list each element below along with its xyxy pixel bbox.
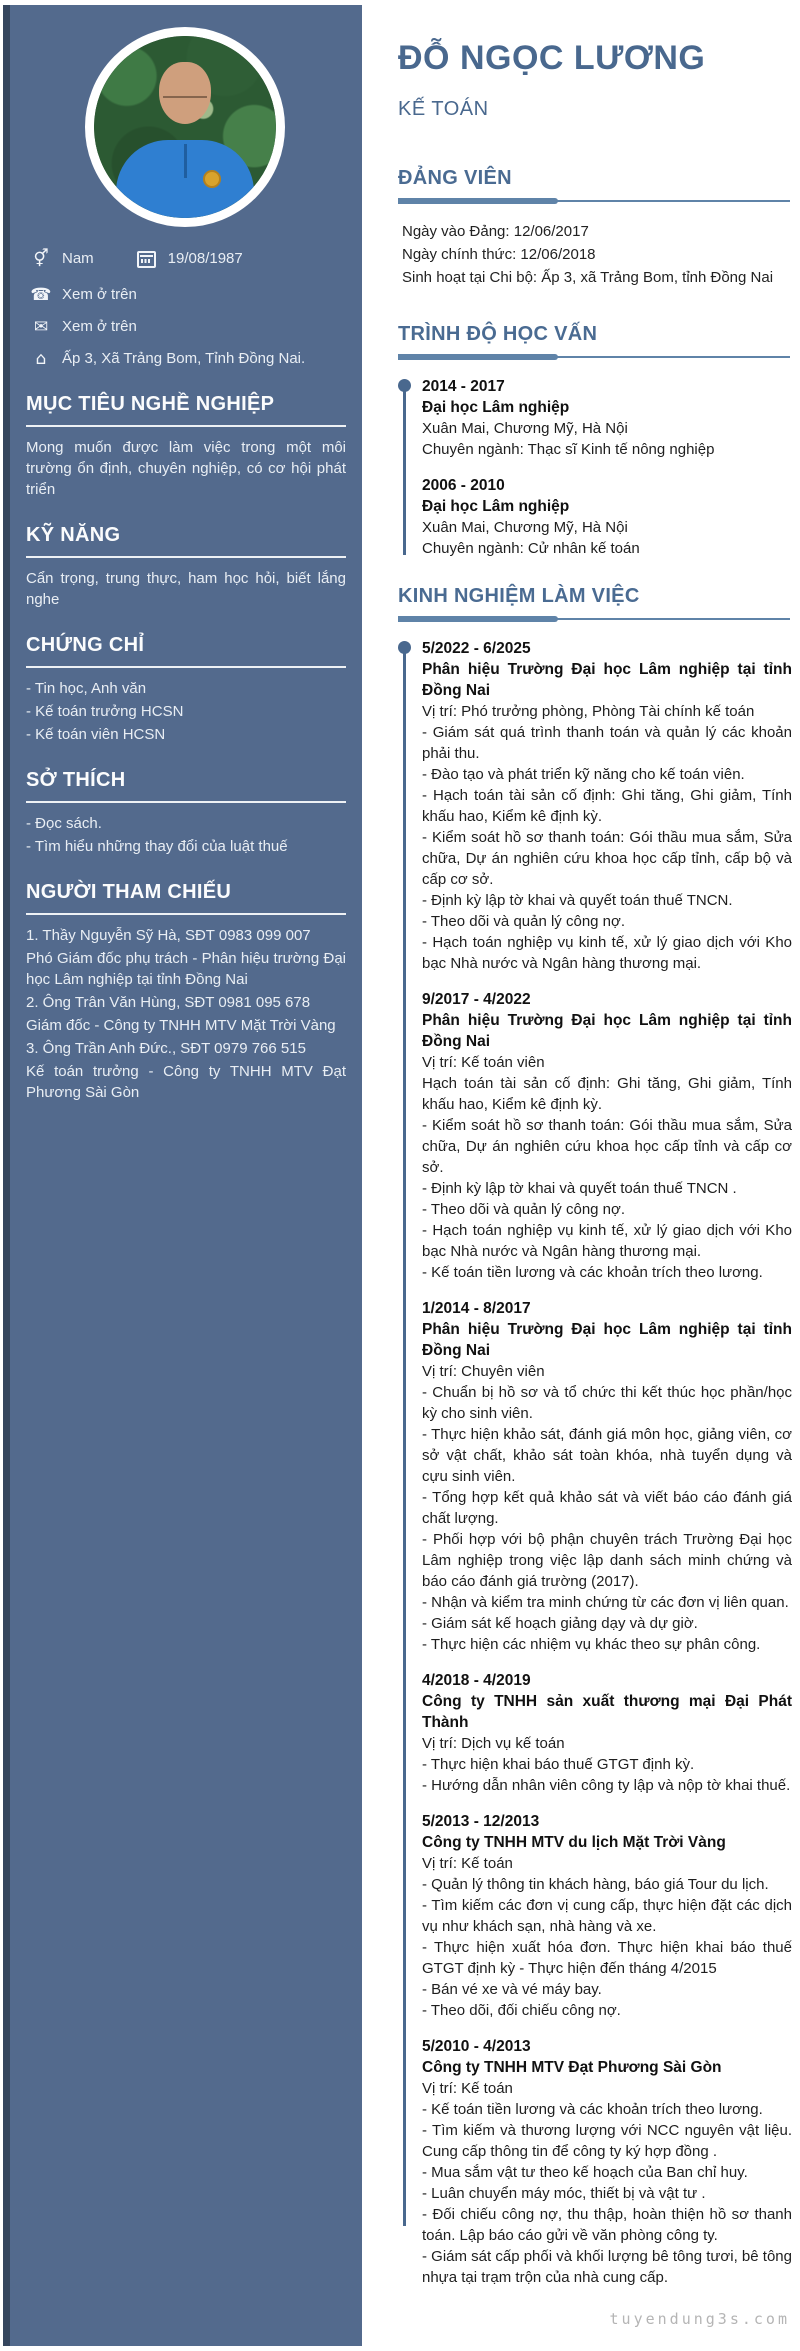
sidebar-section-title: CHỨNG CHỈ (26, 634, 346, 668)
sidebar-section (26, 881, 346, 1103)
sidebar-section-line: Giám đốc - Công ty TNHH MTV Mặt Trời Vàng (26, 1017, 336, 1034)
experience-line: - Kế toán tiền lương và các khoản trích theo lương. (422, 1264, 763, 1281)
experience-line: Vị trí: Kế toán viên (422, 1054, 545, 1071)
sidebar-section-line: Cẩn trọng, trung thực, ham học hỏi, biết lắng nghe (26, 570, 346, 608)
experience-line: - Giám sát cấp phối và khối lượng bê tông tươi, bê tông nhựa tại trạm trộn của nhà cung cấp. (422, 2248, 792, 2286)
experience-company: Công ty TNHH sản xuất thương mại Đại Phát Thành (422, 1693, 792, 1731)
experience-period: 4/2018 - 4/2019 (422, 1672, 531, 1689)
experience-period: 1/2014 - 8/2017 (422, 1300, 531, 1317)
experience-line: Hạch toán tài sản cố định: Ghi tăng, Ghi giảm, Tính khấu hao, Kiểm kê định kỳ. (422, 1075, 792, 1113)
experience-line: - Quản lý thông tin khách hàng, báo giá Tour du lịch. (422, 1876, 769, 1893)
experience-company: Công ty TNHH MTV Đạt Phương Sài Gòn (422, 2059, 722, 2076)
experience-line: - Hạch toán nghiệp vụ kinh tế, xử lý giao dịch với Kho bạc Nhà nước và Ngân hàng thương mại. (422, 1222, 792, 1260)
sidebar-section (26, 393, 346, 500)
experience-line: - Kế toán tiền lương và các khoản trích theo lương. (422, 2101, 763, 2118)
sidebar (3, 5, 362, 2346)
party-line: Ngày chính thức: 12/06/2018 (402, 246, 596, 263)
experience-entry (422, 1811, 792, 2021)
education-line: Xuân Mai, Chương Mỹ, Hà Nội (422, 519, 628, 536)
personal-row-gender-dob (30, 249, 346, 273)
sidebar-section-line: - Tìm hiểu những thay đổi của luật thuế (26, 838, 288, 855)
experience-entry (422, 2036, 792, 2288)
education-school: Đại học Lâm nghiệp (422, 399, 570, 416)
education-entry (422, 475, 792, 559)
experience-entry (422, 638, 792, 974)
sidebar-section-line: - Đọc sách. (26, 815, 102, 832)
experience-period: 9/2017 - 4/2022 (422, 991, 531, 1008)
photo-shirt-placket (184, 144, 187, 178)
experience-entry (422, 1298, 792, 1655)
candidate-name: ĐỖ NGỌC LƯƠNG (398, 39, 706, 77)
experience-line: - Hạch toán nghiệp vụ kinh tế, xử lý giao dịch với Kho bạc Nhà nước và Ngân hàng thương mại. (422, 934, 792, 972)
home-icon: ⌂ (35, 349, 47, 369)
sidebar-section (26, 524, 346, 610)
experience-entry (422, 989, 792, 1283)
experience-line: - Thực hiện xuất hóa đơn. Thực hiện khai báo thuế GTGT định kỳ - Thực hiện đến tháng 4/2015 (422, 1939, 792, 1977)
education-line: Chuyên ngành: Cử nhân kế toán (422, 540, 640, 557)
education-entry-lines (422, 517, 792, 559)
experience-period: 5/2013 - 12/2013 (422, 1813, 540, 1830)
experience-line: - Giám sát kế hoạch giảng dạy và dự giờ. (422, 1615, 698, 1632)
experience-line: - Định kỳ lập tờ khai và quyết toán thuế TNCN . (422, 1180, 737, 1197)
experience-line: - Giám sát quá trình thanh toán và quản lý các khoản phải thu. (422, 724, 792, 762)
main-column (398, 0, 792, 2303)
experience-entry-lines (422, 701, 792, 974)
education-entry (422, 376, 792, 460)
experience-line: - Thực hiện các nhiệm vụ khác theo sự phân công. (422, 1636, 761, 1653)
experience-line: - Thực hiện khai báo thuế GTGT định kỳ. (422, 1756, 695, 1773)
experience-timeline (400, 638, 792, 2288)
personal-row-email (30, 317, 346, 337)
sidebar-section-line: 2. Ông Trân Văn Hùng, SĐT 0981 095 678 (26, 994, 311, 1011)
dob-group (136, 249, 243, 273)
experience-entry-lines (422, 1733, 792, 1796)
experience-line: - Luân chuyển máy móc, thiết bị và vật tư . (422, 2185, 706, 2202)
sidebar-section-body (26, 813, 346, 857)
experience-line: - Theo dõi và quản lý công nợ. (422, 913, 626, 930)
sidebar-section-line: 3. Ông Trần Anh Đức., SĐT 0979 766 515 (26, 1040, 306, 1057)
education-entry-lines (422, 418, 792, 460)
education-timeline (400, 376, 792, 559)
mail-icon: ✉ (33, 317, 49, 337)
personal-row-address (30, 349, 346, 369)
experience-period: 5/2010 - 4/2013 (422, 2038, 531, 2055)
sidebar-section-body (26, 925, 346, 1103)
experience-line: - Thực hiện khảo sát, đánh giá môn học, giảng viên, cơ sở vật chất, khảo sát toàn khóa, nhà tuyển dụng và cựu sinh viên. (422, 1426, 792, 1485)
gender-value: Nam (62, 250, 94, 267)
sidebar-section-title: SỞ THÍCH (26, 769, 346, 803)
sidebar-section-line: Mong muốn được làm việc trong một môi trường ổn định, chuyên nghiệp, có cơ hội phát triển (26, 439, 346, 498)
sidebar-section-line: - Kế toán viên HCSN (26, 726, 166, 743)
photo-person-glasses (163, 86, 207, 98)
candidate-job-title: KẾ TOÁN (398, 98, 489, 120)
experience-line: - Chuẩn bị hồ sơ và tổ chức thi kết thúc học phần/học kỳ cho sinh viên. (422, 1384, 792, 1422)
experience-line: - Kiểm soát hồ sơ thanh toán: Gói thầu mua sắm, Sửa chữa, Dự án nghiên cứu khoa học cấp tỉnh, cấp bộ và cấp cơ sở. (422, 829, 792, 888)
experience-line: Vị trí: Kế toán (422, 2080, 513, 2097)
experience-entry-lines (422, 2078, 792, 2288)
sidebar-section-body (26, 678, 346, 745)
email-value: Xem ở trên (62, 318, 137, 335)
section-rule (398, 198, 792, 206)
sidebar-section-title: KỸ NĂNG (26, 524, 346, 558)
sidebar-section-body (26, 568, 346, 610)
party-lines (398, 220, 792, 289)
experience-line: - Định kỳ lập tờ khai và quyết toán thuế TNCN. (422, 892, 733, 909)
education-line: Xuân Mai, Chương Mỹ, Hà Nội (422, 420, 628, 437)
section-education (398, 323, 792, 559)
experience-line: - Tìm kiếm các đơn vị cung cấp, thực hiện đặt các dịch vụ như khách sạn, nhà hàng và xe. (422, 1897, 792, 1935)
sidebar-section-line: Kế toán trưởng - Công ty TNHH MTV Đạt Phương Sài Gòn (26, 1063, 346, 1101)
education-school: Đại học Lâm nghiệp (422, 498, 570, 515)
sidebar-section-line: - Kế toán trưởng HCSN (26, 703, 184, 720)
section-education-heading: TRÌNH ĐỘ HỌC VẤN (398, 323, 598, 345)
site-watermark: tuyendung3s.com (609, 2310, 790, 2328)
sidebar-section-body (26, 437, 346, 500)
profile-photo (85, 27, 285, 227)
experience-line: - Đào tạo và phát triển kỹ năng cho kế toán viên. (422, 766, 745, 783)
dob-value: 19/08/1987 (167, 250, 243, 267)
sidebar-section-title: MỤC TIÊU NGHỀ NGHIỆP (26, 393, 346, 427)
experience-line: - Theo dõi, đối chiếu công nợ. (422, 2002, 621, 2019)
experience-company: Phân hiệu Trường Đại học Lâm nghiệp tại tỉnh Đồng Nai (422, 661, 792, 699)
sidebar-section-line: Phó Giám đốc phụ trách - Phân hiệu trường Đại học Lâm nghiệp tại tỉnh Đồng Nai (26, 950, 346, 988)
experience-entry-lines (422, 1361, 792, 1655)
photo-shirt-badge (203, 170, 221, 188)
gender-icon: ⚥ (33, 249, 49, 269)
education-line: Chuyên ngành: Thạc sĩ Kinh tế nông nghiệp (422, 441, 715, 458)
experience-line: - Phối hợp với bộ phận chuyên trách Trường Đại học Lâm nghiệp trong việc lập danh sách minh chứng và báo cáo đánh giá trường (2017). (422, 1531, 792, 1590)
phone-value: Xem ở trên (62, 286, 137, 303)
address-value: Ấp 3, Xã Trảng Bom, Tỉnh Đồng Nai. (62, 350, 306, 367)
education-period: 2006 - 2010 (422, 477, 505, 494)
experience-line: - Nhận và kiểm tra minh chứng từ các đơn vị liên quan. (422, 1594, 789, 1611)
experience-line: - Tổng hợp kết quả khảo sát và viết báo cáo đánh giá chất lượng. (422, 1489, 792, 1527)
experience-entry-lines (422, 1853, 792, 2021)
section-party-heading: ĐẢNG VIÊN (398, 167, 512, 189)
section-experience (398, 585, 792, 2288)
experience-entry-lines (422, 1052, 792, 1283)
education-period: 2014 - 2017 (422, 378, 505, 395)
sidebar-section-line: 1. Thầy Nguyễn Sỹ Hà, SĐT 0983 099 007 (26, 927, 311, 944)
sidebar-section (26, 769, 346, 857)
calendar-icon (136, 249, 158, 273)
sidebar-section (26, 634, 346, 745)
sidebar-sections (24, 393, 346, 1103)
experience-line: - Hướng dẫn nhân viên công ty lập và nộp tờ khai thuế. (422, 1777, 791, 1794)
experience-line: - Đối chiếu công nợ, thu thập, hoàn thiện hồ sơ thanh toán. Lập báo cáo gửi về văn phòng công ty. (422, 2206, 792, 2244)
sidebar-section-title: NGƯỜI THAM CHIẾU (26, 881, 346, 915)
section-rule (398, 354, 792, 362)
experience-line: - Bán vé xe và vé máy bay. (422, 1981, 602, 1998)
experience-line: Vị trí: Kế toán (422, 1855, 513, 1872)
section-party (398, 167, 792, 289)
section-rule (398, 616, 792, 624)
experience-line: - Theo dõi và quản lý công nợ. (422, 1201, 626, 1218)
experience-line: Vị trí: Chuyên viên (422, 1363, 545, 1380)
experience-line: Vị trí: Dịch vụ kế toán (422, 1735, 565, 1752)
experience-company: Công ty TNHH MTV du lịch Mặt Trời Vàng (422, 1834, 726, 1851)
party-line: Sinh hoạt tại Chi bộ: Ấp 3, xã Trảng Bom, tỉnh Đồng Nai (402, 269, 774, 286)
photo-person-shirt (116, 140, 254, 218)
experience-line: - Mua sắm vật tư theo kế hoạch của Ban chỉ huy. (422, 2164, 748, 2181)
section-experience-heading: KINH NGHIỆM LÀM VIỆC (398, 585, 640, 607)
experience-company: Phân hiệu Trường Đại học Lâm nghiệp tại tỉnh Đồng Nai (422, 1321, 792, 1359)
experience-line: Vị trí: Phó trưởng phòng, Phòng Tài chính kế toán (422, 703, 755, 720)
personal-row-phone (30, 285, 346, 305)
personal-info (30, 249, 346, 369)
experience-entry (422, 1670, 792, 1796)
experience-company: Phân hiệu Trường Đại học Lâm nghiệp tại tỉnh Đồng Nai (422, 1012, 792, 1050)
experience-period: 5/2022 - 6/2025 (422, 640, 531, 657)
experience-line: - Hạch toán tài sản cố định: Ghi tăng, Ghi giảm, Tính khấu hao, Kiểm kê định kỳ. (422, 787, 792, 825)
party-line: Ngày vào Đảng: 12/06/2017 (402, 223, 589, 240)
sidebar-section-line: - Tin học, Anh văn (26, 680, 147, 697)
experience-line: - Kiểm soát hồ sơ thanh toán: Gói thầu mua sắm, Sửa chữa, Dự án nghiên cứu khoa học cấp tỉnh và cấp cơ sở. (422, 1117, 792, 1176)
phone-icon: ☎ (30, 285, 52, 305)
experience-line: - Tìm kiếm và thương lượng với NCC nguyên vật liệu. Cung cấp thông tin để công ty ký hợp đồng . (422, 2122, 792, 2160)
